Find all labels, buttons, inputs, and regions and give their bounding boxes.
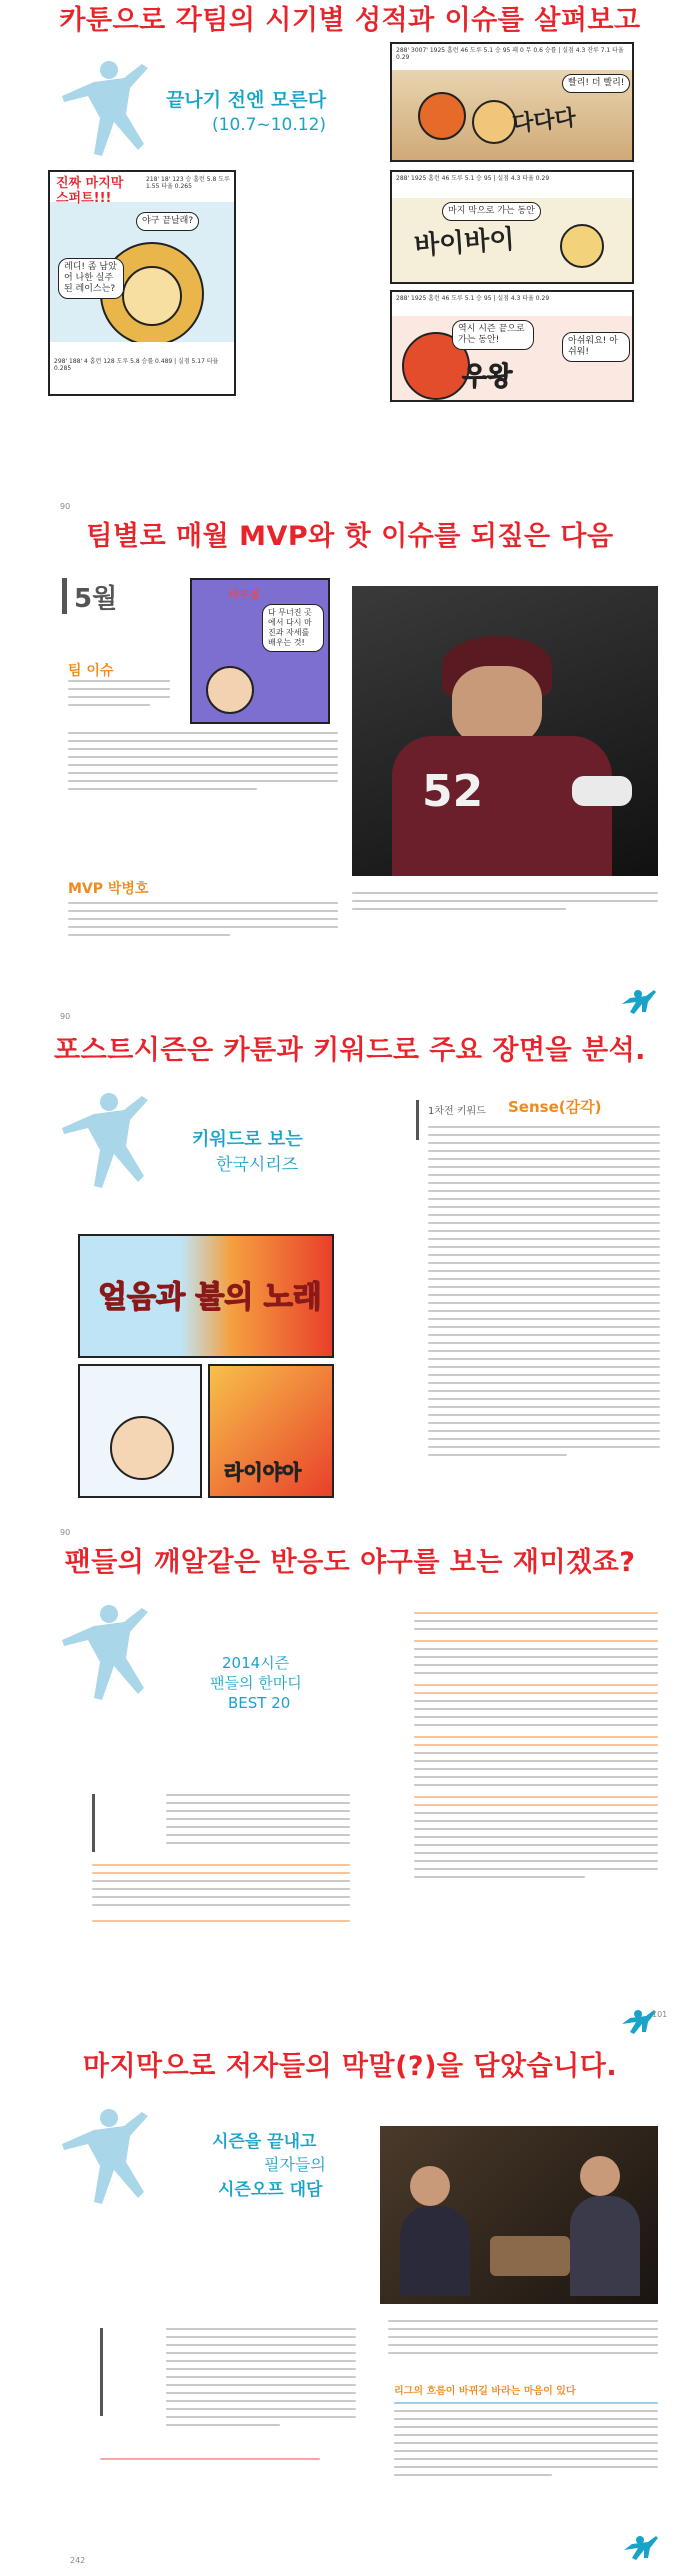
headline-2: 팀별로 매월 MVP와 핫 이슈를 되짚은 다음 <box>86 521 614 552</box>
sfx-text: 우왕 <box>462 362 513 392</box>
headline-3: 포스트시즌은 카툰과 키워드로 주요 장면을 분석. <box>54 1035 646 1066</box>
headline-4: 팬들의 깨알같은 반응도 야구를 보는 재미겠죠? <box>64 1547 636 1578</box>
speech-bubble: 아쉬워요! 아쉬워! <box>562 332 630 362</box>
page-number: 90 <box>60 502 71 511</box>
spread-cartoon-page <box>16 42 684 517</box>
section-subtitle: (10.7~10.12) <box>212 115 327 135</box>
speech-bubble: 야구 끝날래? <box>136 212 199 231</box>
cartoon-title: 얼음과 불의 노래 <box>98 1280 322 1315</box>
player-photo <box>352 586 658 876</box>
page-number: 90 <box>60 1528 71 1537</box>
speech-bubble: 빨리! 더 빨리! <box>562 74 630 93</box>
pitcher-silhouette-icon <box>54 1600 154 1710</box>
sfx-text: 바이바이 <box>413 224 516 262</box>
pitcher-silhouette-icon <box>54 2104 154 2214</box>
spread-season-off-talk-page <box>16 2090 684 2570</box>
cartoon-panel-d: 288' 1925 홈런 46 도루 5.1 승 95 | 실점 4.3 타율 0.29 우왕 역시 시즌 끝으로 가는 동안! 아쉬워요! 아쉬워! <box>390 290 634 402</box>
sfx-text: 라이야아 <box>224 1460 302 1484</box>
spread-korean-series-page <box>16 1072 684 1542</box>
page-number: 90 <box>60 1012 71 1021</box>
jersey-number: 52 <box>422 766 484 817</box>
headline-5: 마지막으로 저자들의 막말(?)을 담았습니다. <box>82 2051 618 2082</box>
speech-bubble: 다 무너진 곳에서 다시 마진과 자세를 배우는 것! <box>262 604 324 652</box>
pitcher-logo-icon <box>616 988 656 1018</box>
cartoon-panel-series-right <box>208 1364 334 1498</box>
headline-1: 카툰으로 각팀의 시기별 성적과 이슈를 살펴보고 <box>59 5 641 36</box>
keyword-number: 1차전 키워드 <box>428 1106 486 1117</box>
month-label: 5월 <box>74 584 118 614</box>
pitcher-silhouette-icon <box>54 1088 154 1198</box>
sfx-text: 다다다 <box>511 105 578 138</box>
section-title-line1: 시즌을 끝내고 <box>212 2132 317 2152</box>
cartoon-panel-c: 288' 1925 홈런 46 도루 5.1 승 95 | 실점 4.3 타율 0.29 바이바이 마지 막으로 가는 동안 <box>390 170 634 284</box>
pitcher-silhouette-icon <box>54 56 154 166</box>
spread-team-mvp-page <box>16 556 684 1026</box>
section-title-line3: 시즌오프 대담 <box>218 2180 323 2200</box>
authors-photo <box>380 2126 658 2304</box>
cartoon-panel-series <box>78 1234 334 1358</box>
cartoon-panel-a: 288' 3007' 1925 홈런 46 도루 5.1 승 95 패 0 무 0.6 승률 | 실점 4.3 잔루 7.1 타율 0.29 다다다 빨리! 더 빨리! <box>390 42 634 162</box>
section-subtitle: 한국시리즈 <box>216 1155 299 1175</box>
section-title: 키워드로 보는 <box>192 1129 303 1150</box>
mvp-heading: MVP 박병호 <box>68 881 149 897</box>
discussion-subheading: 리그의 흐름이 바뀌길 바라는 마음이 있다 <box>394 2386 576 2397</box>
pitcher-logo-icon <box>618 2534 658 2564</box>
pitcher-logo-icon <box>616 2008 656 2038</box>
spread-fan-comments-page <box>16 1584 684 2044</box>
page-number: 101 <box>652 2010 668 2019</box>
speech-bubble: 역시 시즌 끝으로 가는 동안! <box>452 320 534 350</box>
team-issue-heading: 팀 이슈 <box>68 663 114 679</box>
section-subtitle: BEST 20 <box>228 1694 291 1712</box>
season-label: 2014시즌 <box>222 1654 290 1672</box>
section-title-line2: 필자들의 <box>264 2155 326 2174</box>
keyword: Sense(감각) <box>508 1098 602 1116</box>
page-number: 242 <box>70 2556 86 2565</box>
cartoon-panel-may <box>190 578 330 724</box>
cartoon-panel-b: 진짜 마지막 스퍼트!!! 218' 18' 123 승 홈런 5.8 도루 1.55 타율 0.265 야구 끝날래? 레디! 좀 남았어 나한 실주된 레이스는? 298' 188' 4 홈런 128 도루 5.8 승률 0.489 | 실점 5.17 타율 0.285 <box>48 170 236 396</box>
speech-bubble: 레디! 좀 남았어 나한 실주된 레이스는? <box>58 258 124 299</box>
section-title: 팬들의 한마디 <box>210 1674 302 1692</box>
section-title: 끝나기 전엔 모른다 <box>166 89 327 111</box>
panel-title: 진짜 마지막 스퍼트!!! <box>56 176 124 206</box>
speech-bubble: 마지 막으로 가는 동안 <box>442 202 541 221</box>
panel-label: 사루심 <box>228 588 260 601</box>
cartoon-panel-series-left <box>78 1364 202 1498</box>
